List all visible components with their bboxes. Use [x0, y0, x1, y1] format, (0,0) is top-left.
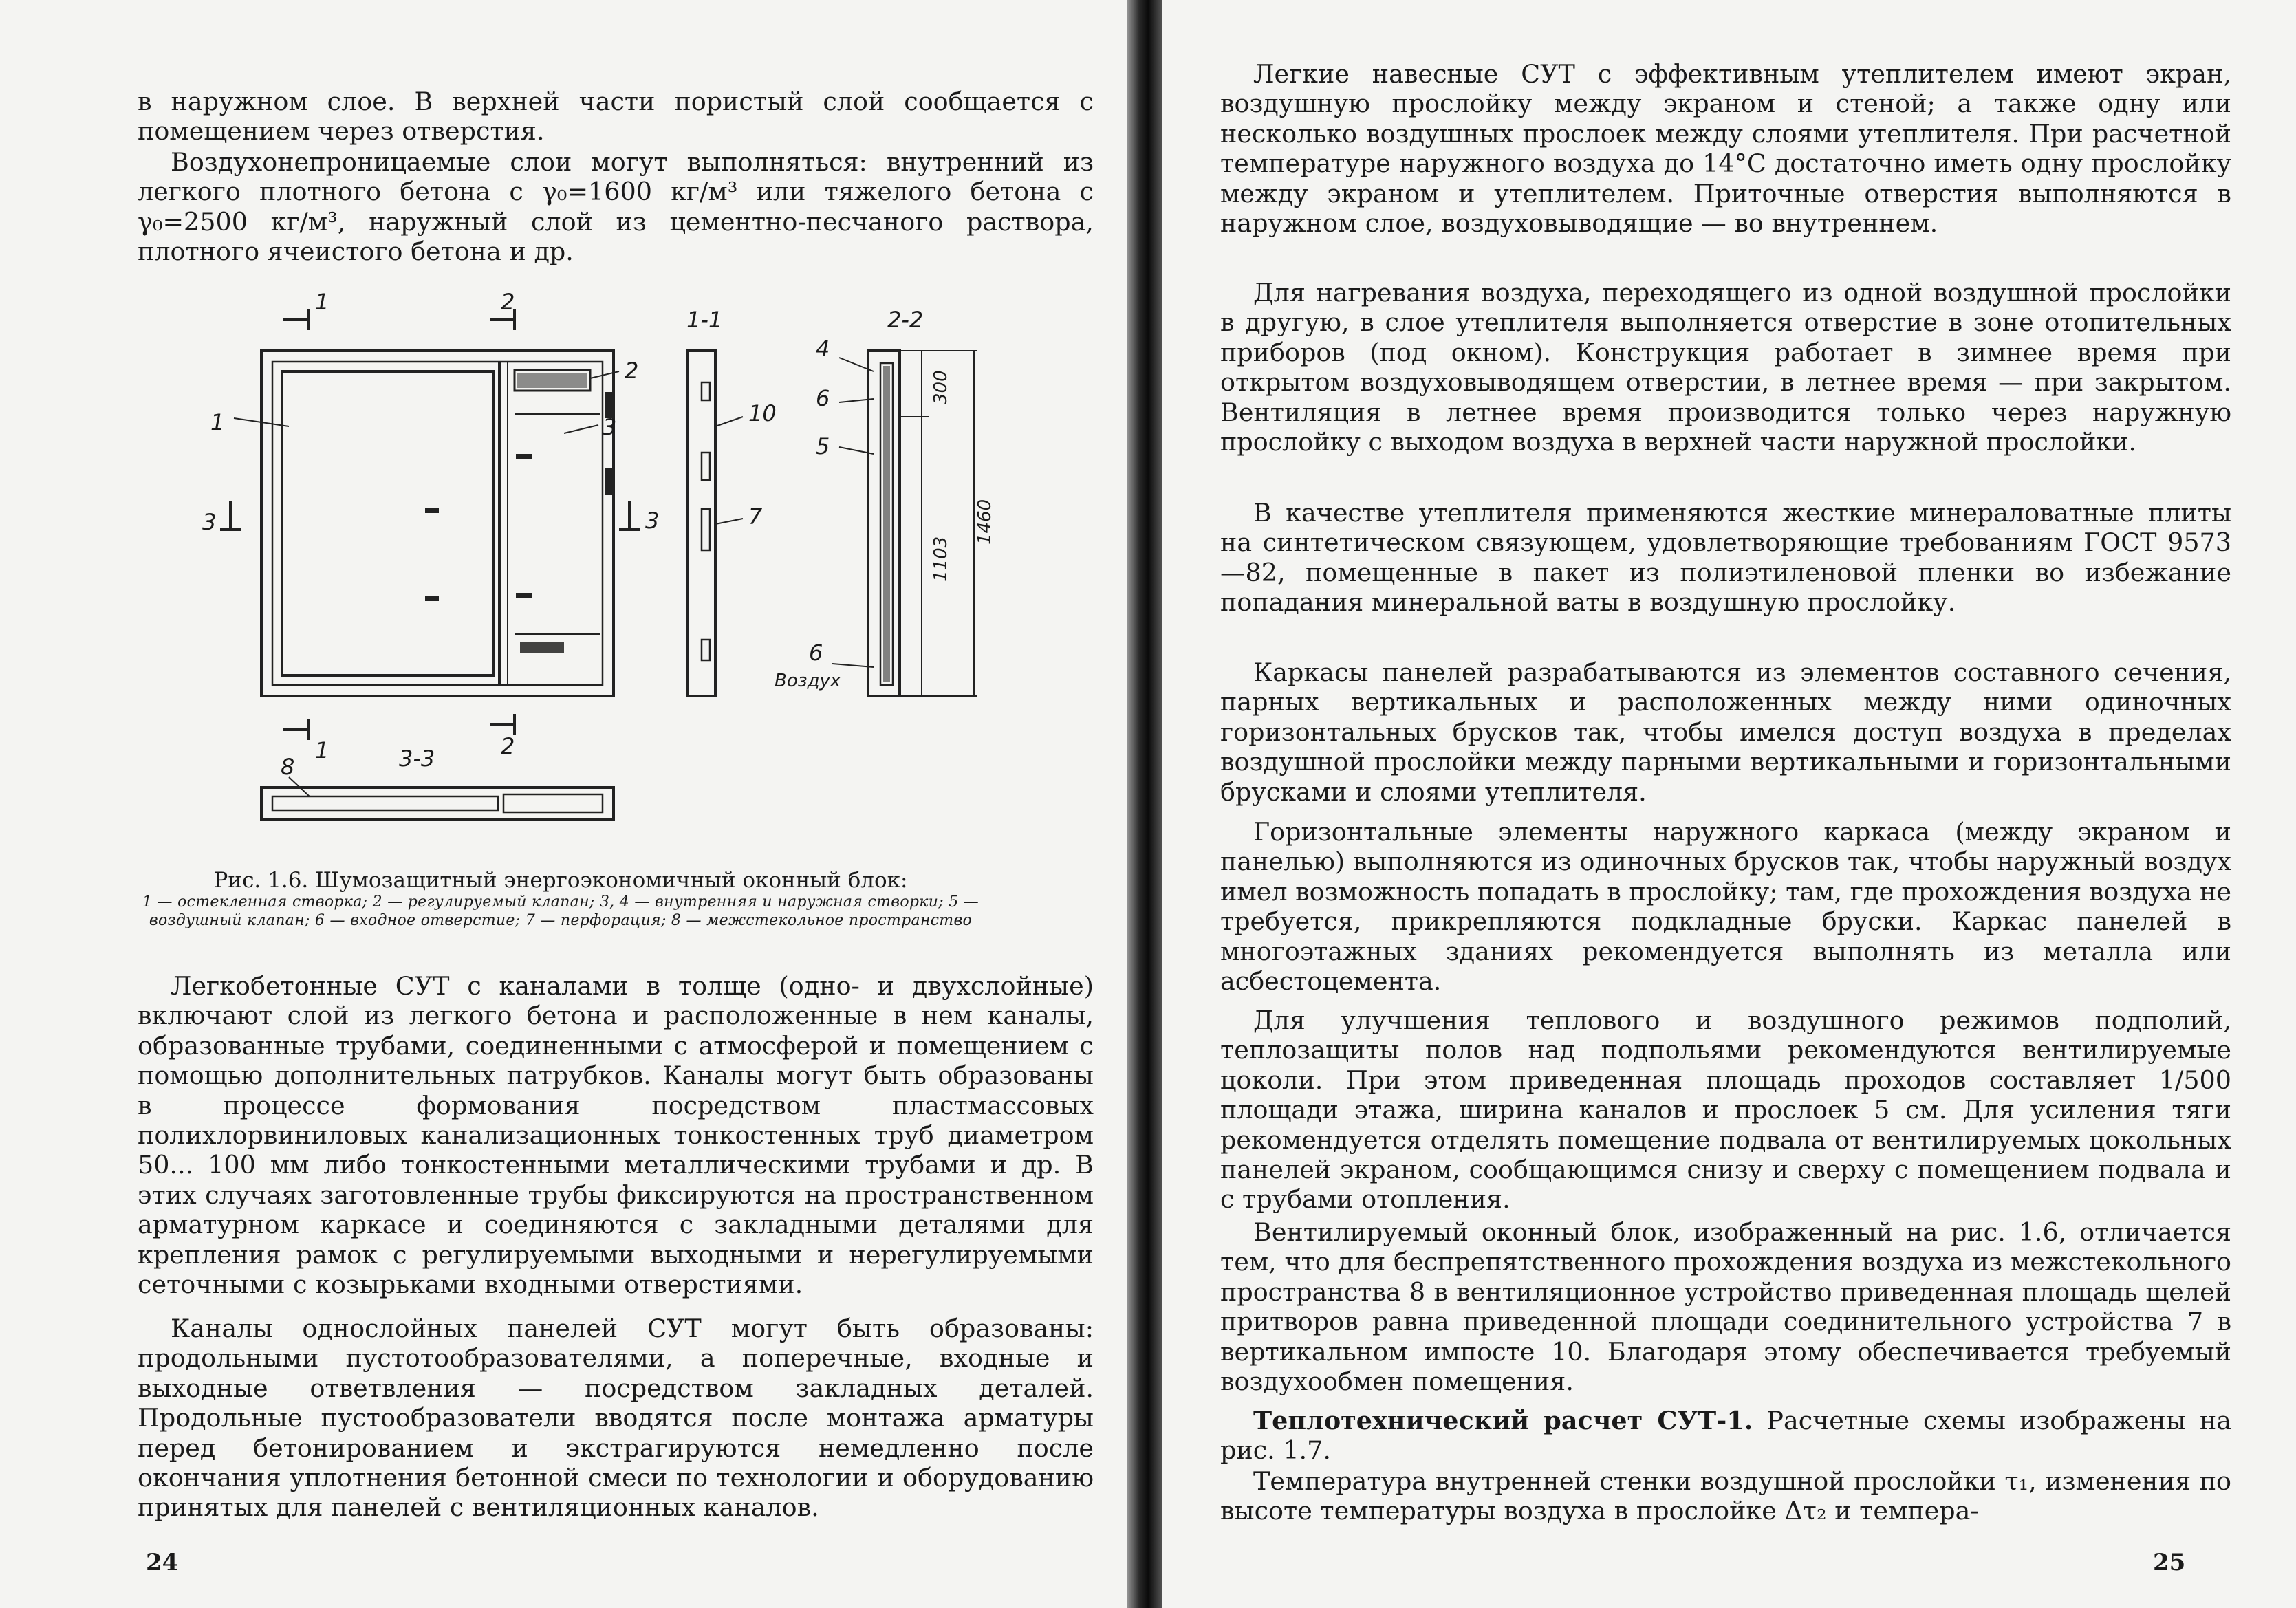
left-paragraph-2: Воздухонепроницаемые слои могут выполняться: внутренний из легкого плотного бетона с γ₀=1600 кг/м³ или тяжелого бетона с γ₀=2500 кг/м³, наружный слой из цементно-песчаного раствора, плотного ячеистого бетона и др. — [138, 147, 1094, 267]
window-inner-frame — [272, 362, 603, 685]
caption-legend: 1 — остекленная створка; 2 — регулируемый клапан; 3, 4 — внутренняя и наружная створки; 5 — воздушный клапан; 6 — входное отверстие; 7 — перфорация; 8 — межстекольное пространство — [142, 893, 979, 929]
figure-1-6 — [193, 282, 1059, 860]
caption-title: Рис. 1.6. Шумозащитный энергоэкономичный оконный блок: — [213, 868, 908, 893]
right-paragraph-6: Для улучшения теплового и воздушного режимов подполий, теплозащиты полов над подпольями рекомендуются вентилируемые цоколи. При этом приведенная площадь проходов составляет 1/500 площади этажа, ширина каналов и прослоек 5 см. Для усиления тяги рекомендуется отделять помещение подвала от вентилируемых цокольных панелей экраном, сообщающимся снизу и сверху с помещением подвала и с трубами отопления. — [1220, 1006, 2231, 1215]
dimension-300: 300 — [931, 370, 951, 404]
label-air-valve: 5 — [816, 433, 830, 459]
label-inlet-bottom: 6 — [809, 640, 823, 666]
glazed-sash — [282, 371, 494, 675]
label-section-3-3: 3-3 — [399, 746, 435, 772]
figure-caption — [138, 868, 984, 930]
left-page — [0, 0, 1128, 1608]
right-paragraph-5: Горизонтальные элементы наружного каркаса (между экраном и панелью) выполняются из одиночных брусков так, чтобы наружный воздух имел возможность попадать в прослойку; там, где прохождения воздуха не требуется, прикрепляются подкладные бруски. Каркас панелей в многоэтажных зданиях рекомендуется выполнять из металла или асбестоцемента. — [1220, 817, 2231, 997]
label-mullion: 10 — [748, 400, 777, 426]
left-paragraph-4: Каналы однослойных панелей СУТ могут быть образованы: продольными пустотообразователями, а поперечные, входные и выходные ответвления — посредством закладных деталей. Продольные пустообразователи вводятся после монтажа арматуры перед бетонированием и экстрагируются немедленно после окончания уплотнения бетонной смеси по технологии и оборудованию принятых для панелей с вентиляционных каналов. — [138, 1314, 1094, 1523]
label-outer-sash: 4 — [816, 336, 830, 362]
label-inlet-top: 6 — [816, 385, 830, 411]
label-section-2-2: 2-2 — [887, 307, 924, 333]
dimension-1103: 1103 — [931, 536, 951, 582]
book-spine — [1127, 0, 1162, 1608]
label-section-1: 1 — [315, 289, 329, 315]
right-paragraph-7: Вентилируемый оконный блок, изображенный на рис. 1.6, отличается тем, что для беспрепятственного прохождения воздуха из межстекольного пространства 8 в вентиляционное устройство приведенная площадь щелей притворов равна приведенной площади соединительного устройства 7 в вертикальном импосте 10. Благодаря этому обеспечивается требуемый воздухообмен помещения. — [1220, 1217, 2231, 1397]
left-paragraph-1: в наружном слое. В верхней части пористый слой сообщается с помещением через отверстия. — [138, 87, 1094, 146]
label-section-2-bottom: 2 — [501, 733, 515, 759]
label-glazed-sash: 1 — [210, 409, 225, 435]
right-paragraph-3: В качестве утеплителя применяются жесткие минераловатные плиты на синтетическом связующем, удовлетворяющие требованиям ГОСТ 9573—82, помещенные в пакет из полиэтиленовой пленки во избежание попадания минеральной ваты в воздушную прослойку. — [1220, 498, 2231, 618]
label-air: Воздух — [775, 671, 841, 691]
heat-calc-heading: Теплотехнический расчет СУТ-1. — [1253, 1406, 1753, 1435]
heat-calc-text: Расчетные схемы изображены на рис. 1.7. — [1220, 1406, 2231, 1466]
page-number-left: 24 — [146, 1549, 179, 1576]
label-section-1-bottom: 1 — [315, 737, 329, 763]
dimension-1460: 1460 — [975, 499, 995, 545]
label-section-2: 2 — [501, 289, 515, 315]
label-section-1-1: 1-1 — [686, 307, 723, 333]
label-interpane: 8 — [281, 754, 295, 780]
right-paragraph-4: Каркасы панелей разрабатываются из элементов составного сечения, парных вертикальных и расположенных между ними одиночных горизонтальных брусков так, чтобы имелся доступ воздуха в пределах воздушной прослойки между парными вертикальными и горизонтальными брусками и слоями утеплителя. — [1220, 658, 2231, 807]
section-3-3-frame — [261, 787, 614, 819]
label-section-3-left: 3 — [202, 509, 217, 535]
label-perforation: 7 — [748, 503, 763, 530]
page-number-right: 25 — [2153, 1549, 2186, 1576]
right-paragraph-2: Для нагревания воздуха, переходящего из одной воздушной прослойки в другую, в слое утеплителя выполняется отверстие в зоне отопительных приборов (под окном). Конструкция работает в зимнее время при открытом воздуховыводящем отверстии, в летнее время — при закрытом. Вентиляция в летнее время производится только через наружную прослойку с выходом воздуха в верхней части наружной прослойки. — [1220, 278, 2231, 457]
label-inner-sash: 3 — [603, 414, 617, 440]
label-section-3-right: 3 — [645, 508, 660, 534]
right-paragraph-8 — [1220, 1406, 2231, 1466]
right-page — [1162, 0, 2296, 1608]
right-paragraph-1: Легкие навесные СУТ с эффективным утеплителем имеют экран, воздушную прослойку между экраном и стеной; а также одну или несколько воздушных прослоек между слоями утеплителя. При расчетной температуре наружного воздуха до 14°С достаточно иметь одну прослойку между экраном и утеплителем. Приточные отверстия выполняются в наружном слое, воздуховыводящие — во внутреннем. — [1220, 59, 2231, 239]
label-valve: 2 — [625, 358, 639, 384]
left-paragraph-3: Легкобетонные СУТ с каналами в толще (одно- и двухслойные) включают слой из легкого бетона и расположенные в нем каналы, образованные трубами, соединенными с атмосферой и помещением с помощью дополнительных патрубков. Каналы могут быть образованы в процессе формования посредством пластмассовых полихлорвиниловых канализационных тонкостенных труб диаметром 50... 100 мм либо тонкостенными металлическими трубами и др. В этих случаях заготовленные трубы фиксируются на пространственном арматурном каркасе и соединяются с закладными деталями для крепления рамок с регулируемыми выходными и нерегулируемыми сеточными с козырьками входными отверстиями. — [138, 971, 1094, 1300]
right-paragraph-9: Температура внутренней стенки воздушной прослойки τ₁, изменения по высоте температуры воздуха в прослойке Δτ₂ и темпера- — [1220, 1466, 2231, 1526]
